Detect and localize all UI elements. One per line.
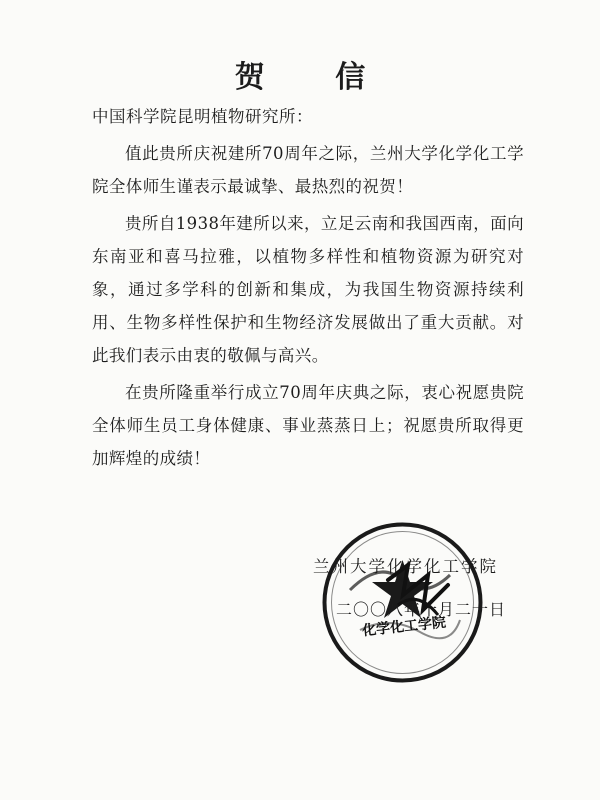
signature-date: 二〇〇八年十月二十日 bbox=[336, 600, 507, 619]
seal-text: 化学化工学院 bbox=[361, 614, 447, 640]
letter-body bbox=[92, 137, 524, 479]
letter-paragraph: 贵所自1938年建所以来，立足云南和我国西南，面向东南亚和喜马拉雅，以植物多样性和植物资源为研究对象，通过多学科的创新和集成，为我国生物资源持续利用、生物多样性保护和生物经济发展做出了重大贡献。对此我们表示由衷的敬佩与高兴。 bbox=[92, 214, 524, 365]
handwritten-signature-icon bbox=[378, 560, 458, 630]
letter-paragraph: 在贵所隆重举行成立70周年庆典之际，衷心祝愿贵院全体师生员工身体健康、事业蒸蒸日上；祝愿贵所取得更加辉煌的成绩！ bbox=[92, 383, 524, 468]
letter-salutation: 中国科学院昆明植物研究所： bbox=[92, 107, 313, 126]
letter-paragraph: 值此贵所庆祝建所70周年之际，兰州大学化学化工学院全体师生谨表示最诚挚、最热烈的祝贺！ bbox=[92, 144, 524, 196]
signature-organization: 兰州大学化学化工学院 bbox=[313, 557, 498, 576]
letter-title: 贺 信 bbox=[234, 60, 396, 95]
